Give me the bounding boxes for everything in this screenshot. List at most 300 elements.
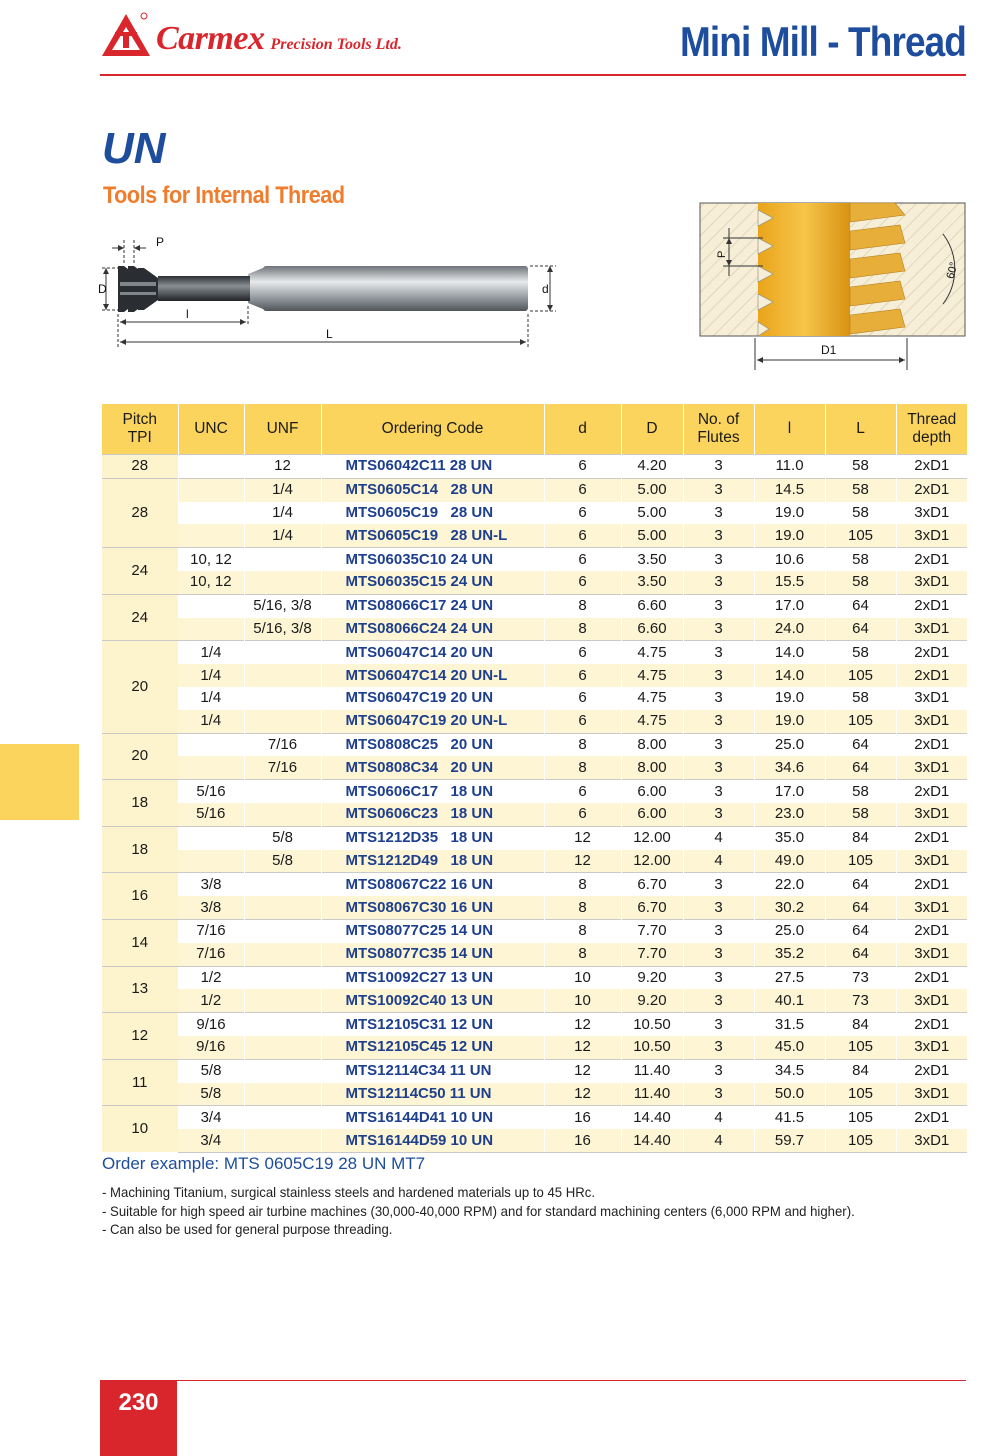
table-cell: 3 bbox=[683, 803, 754, 826]
table-cell: 4.75 bbox=[621, 687, 683, 710]
table-cell: 105 bbox=[825, 1036, 896, 1059]
ordering-code-cell: MTS12114C50 11 UN bbox=[321, 1083, 544, 1106]
table-cell: 50.0 bbox=[754, 1083, 825, 1106]
table-cell: 3/4 bbox=[178, 1106, 244, 1129]
ordering-code-cell: MTS16144D59 10 UN bbox=[321, 1129, 544, 1152]
table-row bbox=[102, 524, 967, 547]
label-D1: D1 bbox=[821, 343, 837, 357]
table-cell bbox=[178, 478, 244, 501]
table-cell: 58 bbox=[825, 455, 896, 479]
table-cell: 73 bbox=[825, 989, 896, 1012]
section-subtitle: Tools for Internal Thread bbox=[103, 182, 345, 209]
table-cell: 3 bbox=[683, 733, 754, 756]
column-header: D bbox=[621, 404, 683, 455]
table-cell: 3 bbox=[683, 478, 754, 501]
table-cell bbox=[178, 618, 244, 641]
table-row bbox=[102, 943, 967, 966]
ordering-code-cell: MTS08067C30 16 UN bbox=[321, 896, 544, 919]
ordering-code-cell: MTS08066C24 24 UN bbox=[321, 618, 544, 641]
table-cell: 4 bbox=[683, 850, 754, 873]
pitch-cell: 20 bbox=[102, 641, 178, 733]
table-cell bbox=[244, 1059, 321, 1082]
table-cell: 3 bbox=[683, 594, 754, 617]
ordering-code-cell: MTS1212D49 18 UN bbox=[321, 850, 544, 873]
table-cell: 1/4 bbox=[178, 687, 244, 710]
table-cell: 5/8 bbox=[178, 1059, 244, 1082]
table-row bbox=[102, 455, 967, 479]
table-cell: 25.0 bbox=[754, 919, 825, 942]
table-cell: 19.0 bbox=[754, 710, 825, 733]
table-cell: 14.5 bbox=[754, 478, 825, 501]
header-divider bbox=[100, 74, 966, 76]
table-cell: 9/16 bbox=[178, 1036, 244, 1059]
table-cell: 45.0 bbox=[754, 1036, 825, 1059]
table-cell: 11.40 bbox=[621, 1059, 683, 1082]
table-cell: 11.0 bbox=[754, 455, 825, 479]
label-p: P bbox=[156, 235, 165, 249]
table-cell: 3/8 bbox=[178, 873, 244, 896]
table-cell bbox=[244, 896, 321, 919]
table-cell: 73 bbox=[825, 966, 896, 989]
pitch-cell: 10 bbox=[102, 1106, 178, 1153]
table-cell: 3xD1 bbox=[896, 524, 967, 547]
table-row bbox=[102, 1013, 967, 1036]
table-cell: 24.0 bbox=[754, 618, 825, 641]
table-cell: 7/16 bbox=[244, 733, 321, 756]
table-cell: 5.00 bbox=[621, 502, 683, 525]
table-cell: 6.00 bbox=[621, 780, 683, 803]
table-cell: 3xD1 bbox=[896, 687, 967, 710]
ordering-code-cell: MTS0606C23 18 UN bbox=[321, 803, 544, 826]
table-cell: 3xD1 bbox=[896, 756, 967, 779]
table-cell: 5/8 bbox=[244, 850, 321, 873]
table-cell: 2xD1 bbox=[896, 1106, 967, 1129]
ordering-code-cell: MTS08066C17 24 UN bbox=[321, 594, 544, 617]
pitch-cell: 24 bbox=[102, 594, 178, 641]
table-row bbox=[102, 966, 967, 989]
table-cell: 105 bbox=[825, 850, 896, 873]
table-cell: 3/8 bbox=[178, 896, 244, 919]
table-cell: 3xD1 bbox=[896, 943, 967, 966]
table-cell: 16 bbox=[544, 1106, 621, 1129]
table-cell: 3xD1 bbox=[896, 618, 967, 641]
table-cell: 2xD1 bbox=[896, 733, 967, 756]
table-cell bbox=[244, 1036, 321, 1059]
ordering-code-cell: MTS16144D41 10 UN bbox=[321, 1106, 544, 1129]
table-cell: 2xD1 bbox=[896, 548, 967, 571]
table-cell: 3 bbox=[683, 989, 754, 1012]
ordering-code-cell: MTS06035C15 24 UN bbox=[321, 571, 544, 594]
table-cell: 16 bbox=[544, 1129, 621, 1152]
table-cell: 17.0 bbox=[754, 780, 825, 803]
table-cell bbox=[244, 989, 321, 1012]
table-cell: 2xD1 bbox=[896, 873, 967, 896]
table-row bbox=[102, 873, 967, 896]
table-cell bbox=[244, 687, 321, 710]
table-cell: 105 bbox=[825, 524, 896, 547]
table-cell: 40.1 bbox=[754, 989, 825, 1012]
table-cell: 6.70 bbox=[621, 896, 683, 919]
table-cell: 41.5 bbox=[754, 1106, 825, 1129]
table-cell: 6 bbox=[544, 710, 621, 733]
table-cell: 5.00 bbox=[621, 524, 683, 547]
column-header: d bbox=[544, 404, 621, 455]
table-cell: 12 bbox=[544, 850, 621, 873]
table-cell: 19.0 bbox=[754, 687, 825, 710]
table-cell: 64 bbox=[825, 896, 896, 919]
ordering-code-cell: MTS0605C19 28 UN bbox=[321, 502, 544, 525]
table-cell: 14.40 bbox=[621, 1106, 683, 1129]
table-cell: 64 bbox=[825, 943, 896, 966]
carmex-logo bbox=[100, 8, 430, 60]
pitch-cell: 18 bbox=[102, 780, 178, 827]
pitch-cell: 12 bbox=[102, 1013, 178, 1060]
table-cell: 3 bbox=[683, 571, 754, 594]
table-cell: 3 bbox=[683, 756, 754, 779]
table-row bbox=[102, 756, 967, 779]
table-cell: 19.0 bbox=[754, 502, 825, 525]
table-cell: 3 bbox=[683, 896, 754, 919]
table-row bbox=[102, 919, 967, 942]
table-cell: 64 bbox=[825, 919, 896, 942]
table-cell: 3xD1 bbox=[896, 803, 967, 826]
label-angle: 60° bbox=[944, 260, 961, 281]
table-cell: 105 bbox=[825, 1083, 896, 1106]
table-cell: 4.20 bbox=[621, 455, 683, 479]
thread-profile-drawing bbox=[695, 198, 970, 376]
table-cell: 3xD1 bbox=[896, 502, 967, 525]
table-row bbox=[102, 1036, 967, 1059]
table-row bbox=[102, 502, 967, 525]
column-header: L bbox=[825, 404, 896, 455]
column-header: Pitch TPI bbox=[102, 404, 178, 455]
ordering-code-cell: MTS0808C34 20 UN bbox=[321, 756, 544, 779]
table-cell bbox=[244, 803, 321, 826]
table-cell: 12 bbox=[544, 1083, 621, 1106]
table-cell: 14.0 bbox=[754, 664, 825, 687]
table-cell: 7.70 bbox=[621, 943, 683, 966]
table-cell: 7/16 bbox=[244, 756, 321, 779]
table-header-row bbox=[102, 404, 967, 455]
table-cell: 6 bbox=[544, 571, 621, 594]
note-line: - Can also be used for general purpose threading. bbox=[102, 1221, 393, 1237]
table-row bbox=[102, 1059, 967, 1082]
tool-dimension-drawing bbox=[98, 230, 568, 355]
table-cell: 2xD1 bbox=[896, 1013, 967, 1036]
table-cell: 11.40 bbox=[621, 1083, 683, 1106]
table-cell bbox=[178, 455, 244, 479]
table-cell bbox=[244, 571, 321, 594]
table-cell: 10.50 bbox=[621, 1036, 683, 1059]
table-cell: 3 bbox=[683, 710, 754, 733]
page-title: Mini Mill - Thread bbox=[680, 18, 966, 65]
table-row bbox=[102, 803, 967, 826]
table-row bbox=[102, 1106, 967, 1129]
table-body bbox=[102, 455, 967, 1153]
table-cell: 10 bbox=[544, 966, 621, 989]
table-cell: 27.5 bbox=[754, 966, 825, 989]
ordering-code-cell: MTS08067C22 16 UN bbox=[321, 873, 544, 896]
table-cell: 35.0 bbox=[754, 826, 825, 849]
label-l: l bbox=[186, 307, 189, 321]
table-cell: 3 bbox=[683, 687, 754, 710]
section-title: UN bbox=[102, 124, 166, 173]
ordering-code-cell: MTS06042C11 28 UN bbox=[321, 455, 544, 479]
ordering-code-cell: MTS12105C31 12 UN bbox=[321, 1013, 544, 1036]
table-cell: 5/16 bbox=[178, 780, 244, 803]
table-cell: 3xD1 bbox=[896, 896, 967, 919]
table-cell: 3xD1 bbox=[896, 1036, 967, 1059]
table-cell: 3 bbox=[683, 1059, 754, 1082]
table-cell bbox=[244, 548, 321, 571]
table-cell bbox=[244, 780, 321, 803]
table-cell: 12 bbox=[544, 1036, 621, 1059]
table-cell: 2xD1 bbox=[896, 919, 967, 942]
table-cell: 9/16 bbox=[178, 1013, 244, 1036]
table-cell: 2xD1 bbox=[896, 826, 967, 849]
table-cell: 12 bbox=[544, 826, 621, 849]
table-cell: 1/4 bbox=[244, 524, 321, 547]
table-cell: 7/16 bbox=[178, 919, 244, 942]
table-cell: 84 bbox=[825, 1013, 896, 1036]
label-p: P bbox=[716, 250, 728, 258]
table-row bbox=[102, 1129, 967, 1152]
table-cell: 3 bbox=[683, 1013, 754, 1036]
table-cell: 10 bbox=[544, 989, 621, 1012]
table-cell: 64 bbox=[825, 733, 896, 756]
pitch-cell: 28 bbox=[102, 455, 178, 479]
table-row bbox=[102, 478, 967, 501]
pitch-cell: 18 bbox=[102, 826, 178, 873]
table-cell: 2xD1 bbox=[896, 594, 967, 617]
table-cell: 10.6 bbox=[754, 548, 825, 571]
page-number: 230 bbox=[100, 1380, 177, 1456]
table-cell: 64 bbox=[825, 756, 896, 779]
table-cell: 64 bbox=[825, 594, 896, 617]
table-cell: 3.50 bbox=[621, 548, 683, 571]
table-row bbox=[102, 664, 967, 687]
table-cell: 58 bbox=[825, 571, 896, 594]
pitch-cell: 28 bbox=[102, 478, 178, 547]
table-cell: 6 bbox=[544, 803, 621, 826]
table-cell: 64 bbox=[825, 618, 896, 641]
ordering-code-cell: MTS0606C17 18 UN bbox=[321, 780, 544, 803]
table-cell: 34.5 bbox=[754, 1059, 825, 1082]
table-cell: 59.7 bbox=[754, 1129, 825, 1152]
table-cell: 58 bbox=[825, 502, 896, 525]
table-cell: 3 bbox=[683, 524, 754, 547]
table-cell: 6.00 bbox=[621, 803, 683, 826]
ordering-code-cell: MTS06047C14 20 UN bbox=[321, 641, 544, 664]
table-cell: 58 bbox=[825, 548, 896, 571]
table-row bbox=[102, 548, 967, 571]
table-row bbox=[102, 850, 967, 873]
table-cell: 5/8 bbox=[244, 826, 321, 849]
table-cell: 8.00 bbox=[621, 756, 683, 779]
table-cell: 1/4 bbox=[178, 641, 244, 664]
table-cell bbox=[178, 524, 244, 547]
table-cell: 1/4 bbox=[244, 478, 321, 501]
table-row bbox=[102, 896, 967, 919]
table-cell: 58 bbox=[825, 641, 896, 664]
label-d: d bbox=[542, 282, 549, 296]
table-row bbox=[102, 618, 967, 641]
ordering-code-cell: MTS10092C40 13 UN bbox=[321, 989, 544, 1012]
table-row bbox=[102, 826, 967, 849]
table-cell: 5/16, 3/8 bbox=[244, 618, 321, 641]
table-cell bbox=[178, 756, 244, 779]
table-cell: 64 bbox=[825, 873, 896, 896]
table-cell: 31.5 bbox=[754, 1013, 825, 1036]
table-cell: 4 bbox=[683, 1129, 754, 1152]
ordering-code-cell: MTS10092C27 13 UN bbox=[321, 966, 544, 989]
ordering-code-cell: MTS06047C14 20 UN-L bbox=[321, 664, 544, 687]
table-cell: 6 bbox=[544, 664, 621, 687]
table-cell: 6 bbox=[544, 780, 621, 803]
table-cell: 6 bbox=[544, 478, 621, 501]
table-row bbox=[102, 710, 967, 733]
table-cell: 3 bbox=[683, 1036, 754, 1059]
table-cell: 3xD1 bbox=[896, 989, 967, 1012]
table-cell: 7/16 bbox=[178, 943, 244, 966]
table-cell: 6 bbox=[544, 502, 621, 525]
table-cell: 3 bbox=[683, 919, 754, 942]
table-row bbox=[102, 594, 967, 617]
ordering-code-cell: MTS08077C25 14 UN bbox=[321, 919, 544, 942]
table-cell: 12.00 bbox=[621, 826, 683, 849]
table-cell: 25.0 bbox=[754, 733, 825, 756]
table-cell: 3xD1 bbox=[896, 1129, 967, 1152]
table-cell: 12 bbox=[544, 1059, 621, 1082]
table-cell: 14.40 bbox=[621, 1129, 683, 1152]
notes bbox=[102, 1183, 855, 1239]
table-cell bbox=[178, 733, 244, 756]
table-cell: 3xD1 bbox=[896, 710, 967, 733]
table-cell: 105 bbox=[825, 1106, 896, 1129]
table-cell: 8 bbox=[544, 873, 621, 896]
table-cell bbox=[178, 594, 244, 617]
brand-name: Carmex Precision Tools Ltd. bbox=[156, 20, 402, 57]
table-cell: 8 bbox=[544, 594, 621, 617]
column-header: UNC bbox=[178, 404, 244, 455]
table-cell: 3xD1 bbox=[896, 850, 967, 873]
table-cell: 3 bbox=[683, 966, 754, 989]
table-cell: 4 bbox=[683, 1106, 754, 1129]
table-cell: 9.20 bbox=[621, 966, 683, 989]
pitch-cell: 16 bbox=[102, 873, 178, 920]
table-cell: 5/8 bbox=[178, 1083, 244, 1106]
label-D: D bbox=[98, 282, 107, 296]
table-cell: 9.20 bbox=[621, 989, 683, 1012]
note-line: - Machining Titanium, surgical stainless steels and hardened materials up to 45 HRc. bbox=[102, 1184, 596, 1200]
table-cell: 2xD1 bbox=[896, 455, 967, 479]
table-cell bbox=[244, 664, 321, 687]
table-cell: 2xD1 bbox=[896, 641, 967, 664]
table-cell: 8 bbox=[544, 756, 621, 779]
table-cell: 1/4 bbox=[244, 502, 321, 525]
table-cell: 22.0 bbox=[754, 873, 825, 896]
ordering-code-cell: MTS12114C34 11 UN bbox=[321, 1059, 544, 1082]
table-cell bbox=[178, 502, 244, 525]
table-cell: 6.60 bbox=[621, 618, 683, 641]
section-tab bbox=[0, 744, 79, 820]
table-cell bbox=[244, 1129, 321, 1152]
table-cell: 1/4 bbox=[178, 710, 244, 733]
table-cell: 23.0 bbox=[754, 803, 825, 826]
note-line: - Suitable for high speed air turbine machines (30,000-40,000 RPM) and for standard machining centers (6,000 RPM and higher). bbox=[102, 1202, 855, 1219]
table-cell: 17.0 bbox=[754, 594, 825, 617]
table-cell bbox=[178, 850, 244, 873]
column-header: UNF bbox=[244, 404, 321, 455]
table-cell bbox=[244, 1013, 321, 1036]
table-cell: 105 bbox=[825, 710, 896, 733]
table-cell: 14.0 bbox=[754, 641, 825, 664]
table-cell: 10, 12 bbox=[178, 548, 244, 571]
table-cell: 8.00 bbox=[621, 733, 683, 756]
table-cell: 1/2 bbox=[178, 989, 244, 1012]
pitch-cell: 11 bbox=[102, 1059, 178, 1106]
table-cell: 5/16, 3/8 bbox=[244, 594, 321, 617]
table-cell: 6.70 bbox=[621, 873, 683, 896]
table-cell: 30.2 bbox=[754, 896, 825, 919]
table-row bbox=[102, 641, 967, 664]
table-cell bbox=[178, 826, 244, 849]
table-cell: 8 bbox=[544, 919, 621, 942]
brand-subtitle: Precision Tools Ltd. bbox=[270, 36, 402, 53]
table-row bbox=[102, 687, 967, 710]
table-cell: 58 bbox=[825, 803, 896, 826]
table-cell: 35.2 bbox=[754, 943, 825, 966]
table-cell: 10.50 bbox=[621, 1013, 683, 1036]
table-cell: 3 bbox=[683, 1083, 754, 1106]
table-cell: 3 bbox=[683, 873, 754, 896]
ordering-code-cell: MTS12105C45 12 UN bbox=[321, 1036, 544, 1059]
table-cell: 10, 12 bbox=[178, 571, 244, 594]
table-cell: 4.75 bbox=[621, 710, 683, 733]
label-L: L bbox=[326, 327, 333, 341]
carmex-emblem-icon bbox=[100, 10, 152, 60]
table-cell: 105 bbox=[825, 1129, 896, 1152]
ordering-code-cell: MTS1212D35 18 UN bbox=[321, 826, 544, 849]
table-cell: 6 bbox=[544, 455, 621, 479]
table-cell bbox=[244, 641, 321, 664]
table-cell bbox=[244, 943, 321, 966]
table-cell: 49.0 bbox=[754, 850, 825, 873]
footer-divider bbox=[100, 1380, 966, 1381]
table-cell: 8 bbox=[544, 943, 621, 966]
table-cell: 8 bbox=[544, 896, 621, 919]
ordering-code-cell: MTS0605C19 28 UN-L bbox=[321, 524, 544, 547]
spec-table bbox=[102, 404, 967, 1153]
table-cell bbox=[244, 1083, 321, 1106]
table-cell: 1/4 bbox=[178, 664, 244, 687]
table-cell: 3 bbox=[683, 548, 754, 571]
table-cell: 2xD1 bbox=[896, 1059, 967, 1082]
table-cell: 3xD1 bbox=[896, 571, 967, 594]
table-cell: 2xD1 bbox=[896, 664, 967, 687]
table-cell: 58 bbox=[825, 478, 896, 501]
table-cell: 3 bbox=[683, 780, 754, 803]
table-cell: 6.60 bbox=[621, 594, 683, 617]
order-example: Order example: MTS 0605C19 28 UN MT7 bbox=[102, 1154, 426, 1173]
table-cell: 6 bbox=[544, 548, 621, 571]
table-row bbox=[102, 989, 967, 1012]
table-cell bbox=[244, 873, 321, 896]
table-row bbox=[102, 571, 967, 594]
column-header: l bbox=[754, 404, 825, 455]
table-cell: 12 bbox=[544, 1013, 621, 1036]
table-cell: 1/2 bbox=[178, 966, 244, 989]
